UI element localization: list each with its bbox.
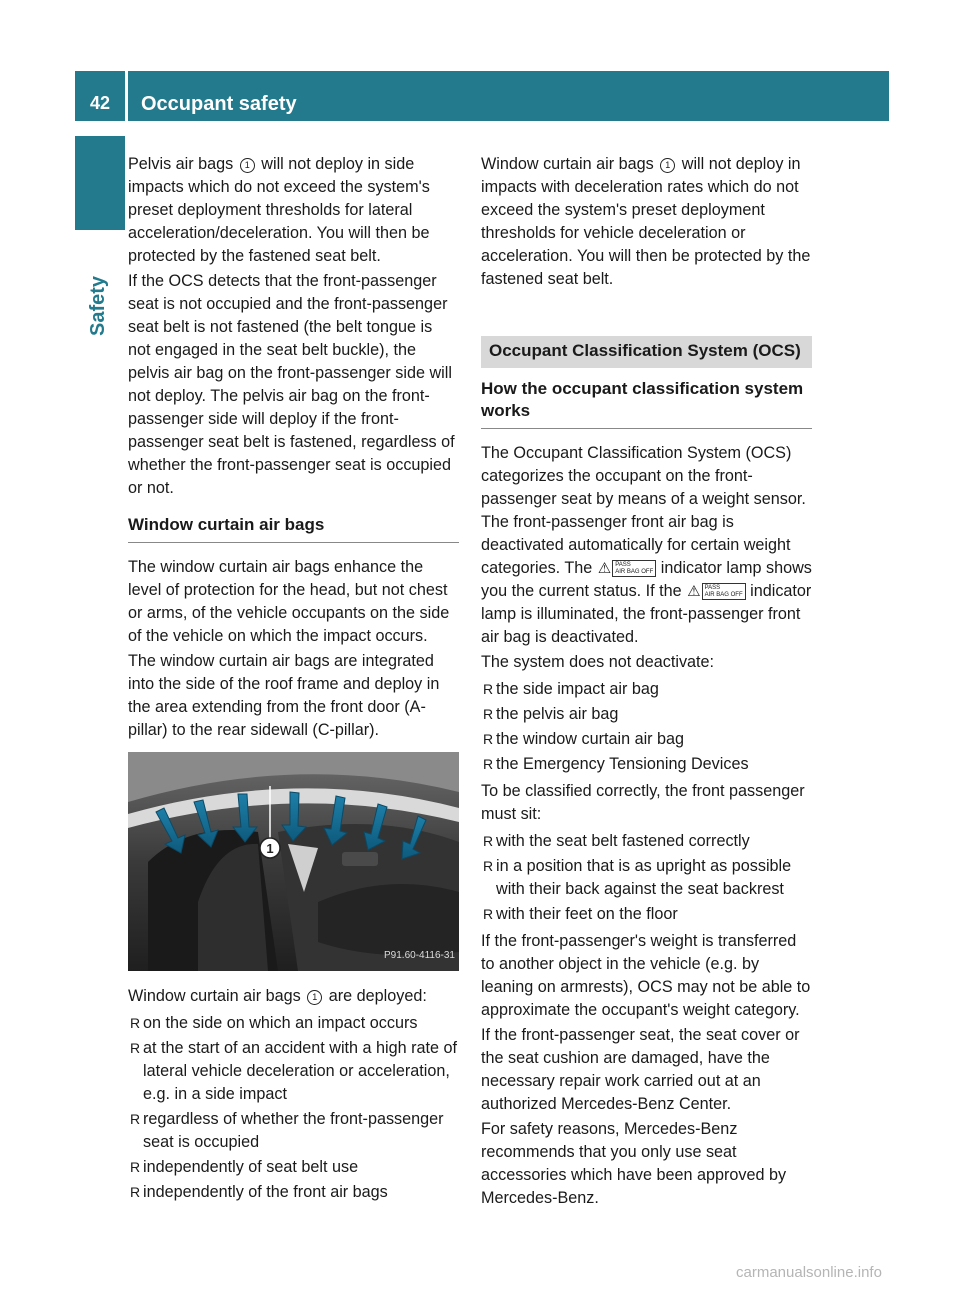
list-item: R with their feet on the floor <box>481 903 812 926</box>
figure-code: P91.60-4116-31 <box>384 950 455 961</box>
ocs-heading: How the occupant classification system works <box>481 378 812 429</box>
left-para-5: Window curtain air bags 1 are deployed: <box>128 987 427 1005</box>
window-curtain-airbag-figure <box>128 752 459 971</box>
right-para-2: The Occupant Classification System (OCS) categorizes the occupant on the front-passenger seat by means of a weight sensor. The front-passenger front air bag is deactivated automatically for certain weight categories. The ⚠ PASS AIR BAG OFF indicator lamp shows you the current status. If the ⚠ PASS AIR BAG OFF indicator lamp is illuminated, the front-passenger front air bag is deactivated. <box>481 444 812 647</box>
not-deactivated-list <box>481 678 812 776</box>
ocs-section-title: Occupant Classification System (OCS) <box>481 336 812 368</box>
right-para-5: If the front-passenger's weight is transferred to another object in the vehicle (e.g. by leaning on armrests), OCS may not be able to approximate the occupant's weight category. <box>481 932 811 1020</box>
passenger-airbag-off-icon: ⚠ <box>687 583 701 601</box>
right-para-6: If the front-passenger seat, the seat cover or the seat cushion are damaged, have the necessary repair work carried out at an authorized Mercedes-Benz Center. <box>481 1026 800 1114</box>
left-para-2: If the OCS detects that the front-passenger seat is not occupied and the front-passenger seat belt is not fastened (the belt tongue is not engaged in the seat belt buckle), the pelvis air bag on the front-passenger side will not deploy. The pelvis air bag on the front-passenger side will deploy if the front-passenger seat belt is fastened, regardless of whether the front-passenger seat is occupied or not. <box>128 272 455 497</box>
callout-1-label: 1 <box>266 841 274 856</box>
list-item: R the side impact air bag <box>481 678 812 701</box>
right-para-7: For safety reasons, Mercedes-Benz recommends that you only use seat accessories which have been approved by Mercedes-Benz. <box>481 1120 787 1208</box>
list-item: R independently of seat belt use <box>128 1156 459 1179</box>
list-item: R the pelvis air bag <box>481 703 812 726</box>
pass-airbag-off-indicator-icon: PASS AIR BAG OFF <box>612 560 656 577</box>
callout-1-icon: 1 <box>307 990 322 1005</box>
sidebar-block <box>75 136 125 230</box>
left-column <box>128 153 459 1208</box>
header-divider <box>125 71 128 121</box>
watermark-link[interactable]: carmanualsonline.info <box>736 1264 882 1281</box>
pass-airbag-off-indicator-icon: PASS AIR BAG OFF <box>702 583 746 600</box>
sidebar-label: Safety <box>87 275 109 336</box>
list-item: R at the start of an accident with a high rate of lateral vehicle deceleration or acceleration, e.g. in a side impact <box>128 1037 459 1106</box>
list-item: R independently of the front air bags <box>128 1181 459 1204</box>
deployment-conditions-list <box>128 1012 459 1204</box>
callout-1-icon: 1 <box>240 158 255 173</box>
passenger-airbag-off-icon: ⚠ <box>597 560 612 578</box>
list-item: R in a position that is as upright as possible with their back against the seat backrest <box>481 855 812 901</box>
list-item: R the window curtain air bag <box>481 728 812 751</box>
left-para-3: The window curtain air bags enhance the level of protection for the head, but not chest or arms, of the vehicle occupants on the side of the vehicle on which the impact occurs. <box>128 558 450 645</box>
list-item: R the Emergency Tensioning Devices <box>481 753 812 776</box>
right-para-3: The system does not deactivate: <box>481 653 715 672</box>
right-column <box>481 153 812 1212</box>
sitting-requirements-list <box>481 830 812 926</box>
car-interior-illustration <box>128 752 459 971</box>
list-item: R regardless of whether the front-passenger seat is occupied <box>128 1108 459 1154</box>
window-curtain-heading: Window curtain air bags <box>128 514 459 543</box>
chapter-title: Occupant safety <box>141 93 297 115</box>
right-para-1: Window curtain air bags 1 will not deploy in impacts with deceleration rates which do not exceed the system's preset deployment thresholds for vehicle deceleration or acceleration. You will then be protected by the fastened seat belt. <box>481 155 811 288</box>
callout-1-icon: 1 <box>660 158 675 173</box>
page-number: 42 <box>89 93 111 113</box>
left-para-4: The window curtain air bags are integrated into the side of the roof frame and deploy in the area extending from the front door (A-pillar) to the rear sidewall (C-pillar). <box>128 652 440 739</box>
list-item: R with the seat belt fastened correctly <box>481 830 812 853</box>
list-item: R on the side on which an impact occurs <box>128 1012 459 1035</box>
left-para-1: Pelvis air bags 1 will not deploy in side impacts which do not exceed the system's preset deployment thresholds for lateral acceleration/deceleration. You will then be protected by the fastened seat belt. <box>128 155 430 265</box>
right-para-4: To be classified correctly, the front passenger must sit: <box>481 782 805 824</box>
